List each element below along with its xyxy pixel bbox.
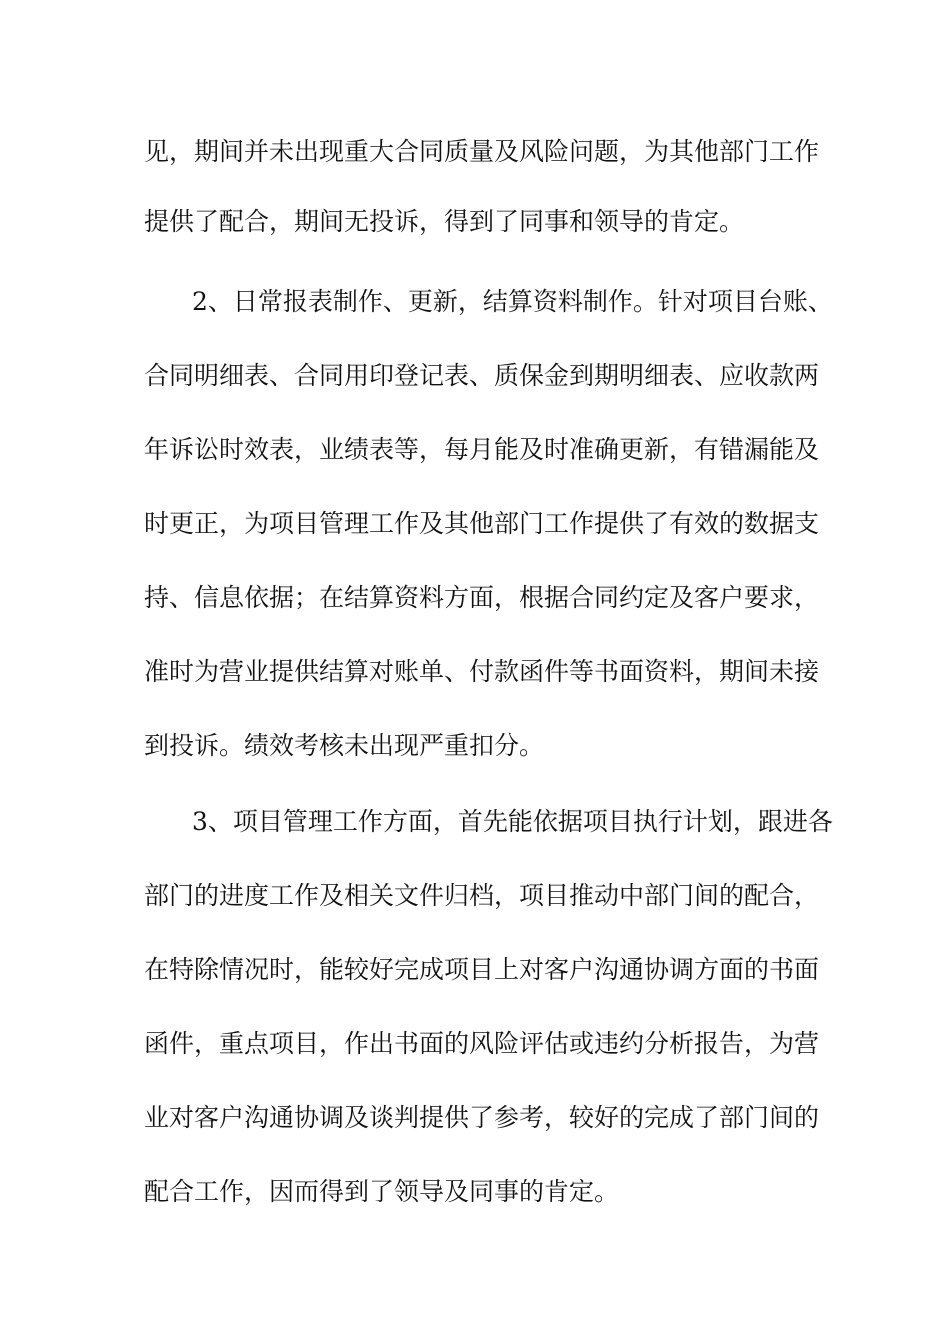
text-line: 年诉讼时效表，业绩表等，每月能及时准确更新，有错漏能及 (144, 435, 820, 464)
text-line: 函件，重点项目，作出书面的风险评估或违约分析报告，为营 (144, 1029, 820, 1058)
text-line: 准时为营业提供结算对账单、付款函件等书面资料，期间未接 (144, 657, 820, 686)
paragraph-3-first-line: 3、项目管理工作方面，首先能依据项目执行计划，跟进各 (192, 807, 833, 836)
text-line: 时更正，为项目管理工作及其他部门工作提供了有效的数据支 (144, 509, 820, 538)
text-line: 在特除情况时，能较好完成项目上对客户沟通协调方面的书面 (144, 955, 820, 984)
text-line: 合同明细表、合同用印登记表、质保金到期明细表、应收款两 (144, 361, 820, 390)
text-line: 提供了配合，期间无投诉，得到了同事和领导的肯定。 (144, 207, 745, 236)
text-line: 到投诉。绩效考核未出现严重扣分。 (144, 731, 545, 760)
text-line: 配合工作，因而得到了领导及同事的肯定。 (144, 1177, 620, 1206)
text-line: 持、信息依据；在结算资料方面，根据合同约定及客户要求， (144, 583, 820, 612)
text-line: 见，期间并未出现重大合同质量及风险问题，为其他部门工作 (144, 137, 820, 166)
paragraph-2-first-line: 2、日常报表制作、更新，结算资料制作。针对项目台账、 (192, 287, 833, 316)
text-line: 部门的进度工作及相关文件归档，项目推动中部门间的配合， (144, 881, 820, 910)
text-line: 业对客户沟通协调及谈判提供了参考，较好的完成了部门间的 (144, 1103, 820, 1132)
